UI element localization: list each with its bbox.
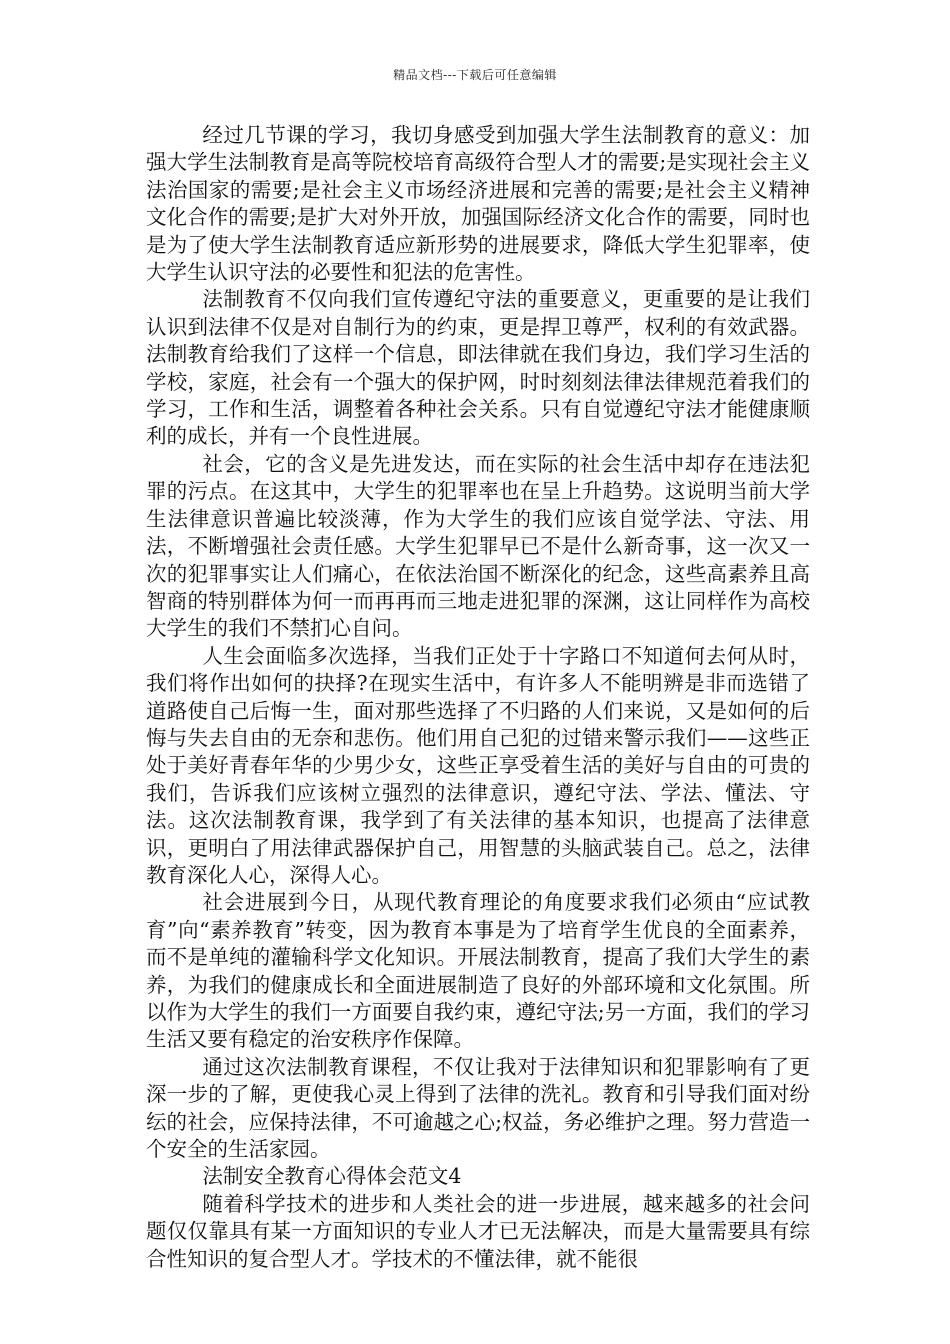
- paragraph: 社会，它的含义是先进发达，而在实际的社会生活中却存在违法犯罪的污点。在这其中，大学生的犯罪率也在呈上升趋势。这说明当前大学生法律意识普遍比较淡薄，作为大学生的我们应该自觉学法、守法、用法，不断增强社会责任感。大学生犯罪早已不是什么新奇事，这一次又一次的犯罪事实让人们痛心，在依法治国不断深化的纪念，这些高素养且高智商的特别群体为何一而再再而三地走进犯罪的深渊，这让同样作为高校大学生的我们不禁扪心自问。: [146, 451, 810, 641]
- document-body: [146, 122, 810, 1273]
- page-header: 精品文档---下载后可任意编辑: [393, 68, 557, 82]
- paragraph: 社会进展到今日，从现代教育理论的角度要求我们必须由“应试教育”向“素养教育”转变，因为教育本事是为了培育学生优良的全面素养，而不是单纯的灌输科学文化知识。开展法制教育，提高了我们大学生的素养，为我们的健康成长和全面进展制造了良好的外部环境和文化氛围。所以作为大学生的我们一方面要自我约束，遵纪守法;另一方面，我们的学习生活又要有稳定的治安秩序作保障。: [146, 890, 810, 1052]
- section-heading: 法制安全教育心得体会范文4: [202, 1164, 462, 1189]
- paragraph: 随着科学技术的进步和人类社会的进一步进展，越来越多的社会问题仅仅靠具有某一方面知识的专业人才已无法解决，而是大量需要具有综合性知识的复合型人才。学技术的不懂法律，就不能很: [146, 1191, 810, 1271]
- paragraph: 经过几节课的学习，我切身感受到加强大学生法制教育的意义：加强大学生法制教育是高等院校培育高级符合型人才的需要;是实现社会主义法治国家的需要;是社会主义市场经济进展和完善的需要;是社会主义精神文化合作的需要;是扩大对外开放，加强国际经济文化合作的需要，同时也是为了使大学生法制教育适应新形势的进展要求，降低大学生犯罪率，使大学生认识守法的必要性和犯法的危害性。: [146, 123, 810, 285]
- paragraph: 法制教育不仅向我们宣传遵纪守法的重要意义，更重要的是让我们认识到法律不仅是对自制行为的约束，更是捍卫尊严，权利的有效武器。法制教育给我们了这样一个信息，即法律就在我们身边，我们学习生活的学校，家庭，社会有一个强大的保护网，时时刻刻法律法律规范着我们的学习，工作和生活，调整着各种社会关系。只有自觉遵纪守法才能健康顺利的成长，并有一个良性进展。: [146, 287, 810, 449]
- paragraph: 人生会面临多次选择，当我们正处于十字路口不知道何去何从时，我们将作出如何的抉择?在现实生活中，有许多人不能明辨是非而选错了道路使自己后悔一生，面对那些选择了不归路的人们来说，又是如何的后悔与失去自由的无奈和悲伤。他们用自己犯的过错来警示我们——这些正处于美好青春年华的少男少女，这些正享受着生活的美好与自由的可贵的我们，告诉我们应该树立强烈的法律意识，遵纪守法、学法、懂法、守法。这次法制教育课，我学到了有关法律的基本知识，也提高了法律意识，更明白了用法律武器保护自己，用智慧的头脑武装自己。总之，法律教育深化人心，深得人心。: [146, 643, 810, 887]
- paragraph: 通过这次法制教育课程，不仅让我对于法律知识和犯罪影响有了更深一步的了解，更使我心灵上得到了法律的洗礼。教育和引导我们面对纷纭的社会，应保持法律，不可逾越之心;权益，务必维护之理。努力营造一个安全的生活家园。: [146, 1054, 810, 1162]
